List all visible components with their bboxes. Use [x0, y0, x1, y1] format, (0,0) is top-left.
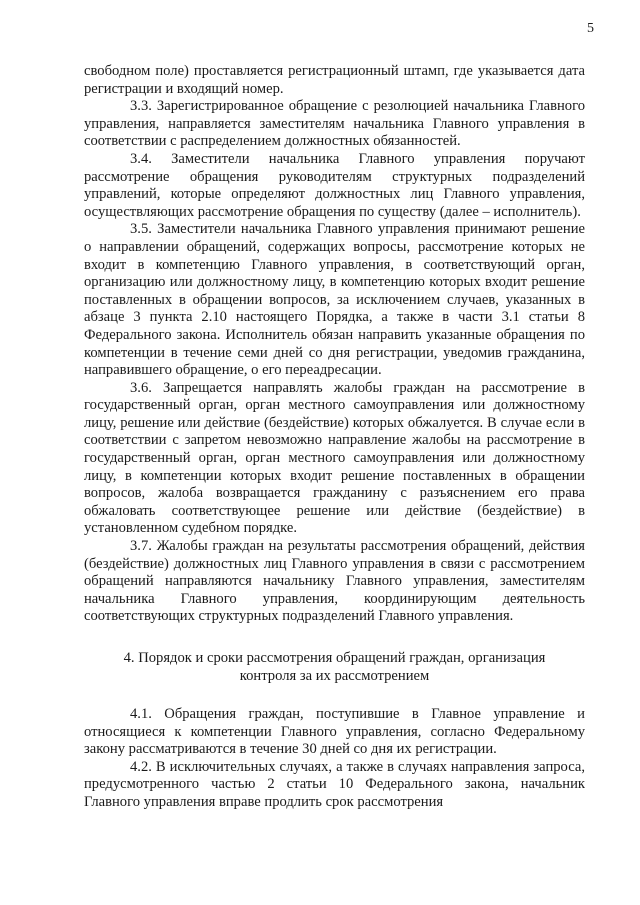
section-4-heading: [84, 649, 585, 685]
paragraph-4-2: 4.2. В исключительных случаях, а также в случаях направления запроса, предусмотренного частью 2 статьи 10 Федерального закона, начальник Главного управления вправе продлить срок рассмотрения: [84, 758, 585, 810]
paragraph-4-1: 4.1. Обращения граждан, поступившие в Главное управление и относящиеся к компетенции Главного управления, согласно Федеральному закону рассматриваются в течение 30 дней со дня их регистрации.: [84, 706, 585, 758]
paragraph-3-7: 3.7. Жалобы граждан на результаты рассмотрения обращений, действия (бездействие) должностных лиц Главного управления в связи с рассмотрением обращений направляются начальнику Главного управления, заместителям начальника Главного управления, координирующим деятельность соответствующих структурных подразделений Главного управления.: [84, 538, 585, 625]
paragraph-3-6: 3.6. Запрещается направлять жалобы граждан на рассмотрение в государственный орган, орган местного самоуправления или должностному лицу, решение или действие (бездействие) которых обжалуется. В случае если в соответствии с запретом невозможно направление жалобы на рассмотрение в государственный орган, орган местного самоуправления или должностному лицу, в компетенции которых входит решение поставленных в обращении вопросов, жалоба возвращается гражданину с разъяснением его права обжаловать соответствующее решение или действие (бездействие) в установленном судебном порядке.: [84, 379, 585, 537]
paragraph-3-3: 3.3. Зарегистрированное обращение с резолюцией начальника Главного управления, направляется заместителям начальника Главного управления в соответствии с распределением должностных обязанностей.: [84, 98, 585, 150]
section-heading-line-2: контроля за их рассмотрением: [239, 668, 430, 684]
page-number: 5: [587, 21, 594, 36]
document-body: [84, 63, 585, 812]
section-heading-line-1: 4. Порядок и сроки рассмотрения обращений граждан, организация: [123, 650, 546, 666]
paragraph-3-4: 3.4. Заместители начальника Главного управления поручают рассмотрение обращения руководителям структурных подразделений управлений, которые определяют должностных лиц Главного управления, осуществляющих рассмотрение обращения по существу (далее – исполнитель).: [84, 150, 585, 220]
paragraph-continuation: свободном поле) проставляется регистрационный штамп, где указывается дата регистрации и входящий номер.: [84, 63, 585, 97]
paragraph-3-5: 3.5. Заместители начальника Главного управления принимают решение о направлении обращений, содержащих вопросы, рассмотрение которых не входит в компетенцию Главного управления, в соответствующий орган, организацию или должностному лицу, в компетенцию которых входит решение поставленных в обращении вопросов, за исключением случаев, указанных в абзаце 3 пункта 2.10 настоящего Порядка, а также в части 3.1 статьи 8 Федерального закона. Исполнитель обязан направить указанные обращения по компетенции в течение семи дней со дня регистрации, уведомив гражданина, направившего обращение, о его переадресации.: [84, 221, 585, 379]
